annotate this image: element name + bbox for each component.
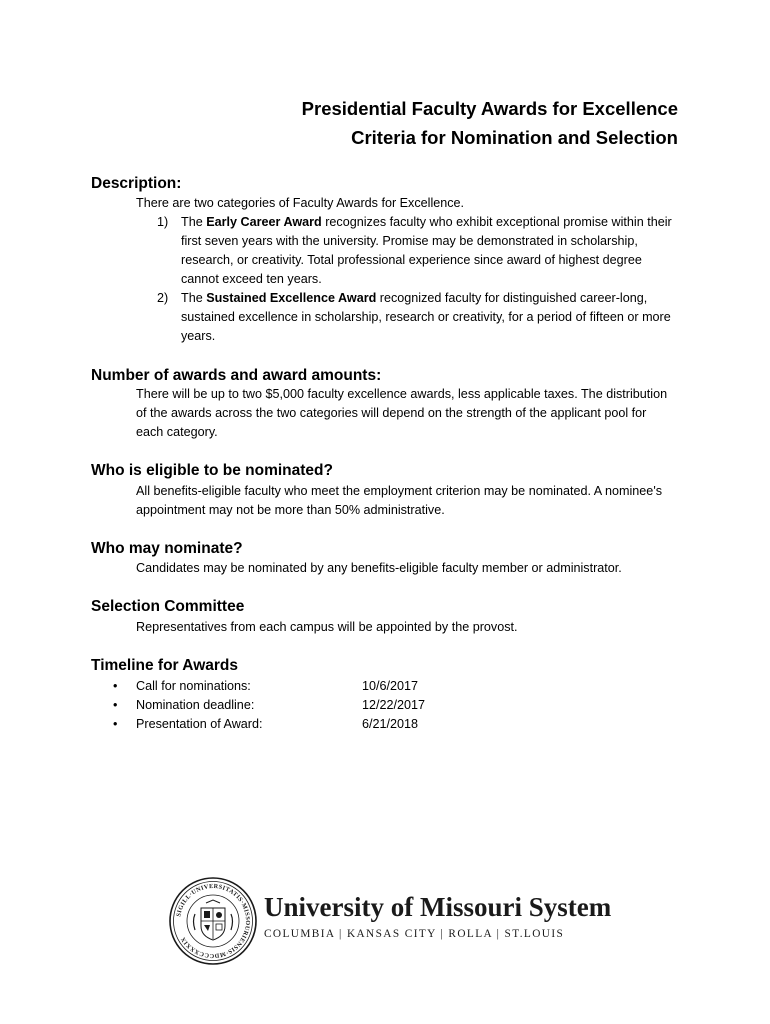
university-seal-icon (168, 876, 258, 966)
award-name-early-career: Early Career Award (206, 215, 322, 229)
item-text-pre: The (181, 215, 207, 229)
timeline-date: 10/6/2017 (362, 679, 419, 693)
item-text-post: recognized faculty for distinguished career-long, sustained excellence in scholarship, research or creativity, for a period of fifteen or more years. (181, 291, 671, 343)
svg-text:SIGILL·UNIVERSITATIS·MISSOURIE: SIGILL·UNIVERSITATIS·MISSOURIENSIS·MDCCCXXXIX (175, 882, 252, 960)
timeline-label: Call for nominations: (136, 679, 251, 693)
description-item-2 (157, 289, 677, 346)
organization-name: University of Missouri System (264, 892, 612, 922)
list-item-text (181, 289, 677, 346)
eligible-heading: Who is eligible to be nominated? (91, 462, 333, 479)
bullet-icon: • (113, 717, 118, 731)
timeline-date: 6/21/2018 (362, 717, 419, 731)
item-text-post: recognizes faculty who exhibit exceptional promise within their first seven years with the university. Promise may be demonstrated in scholarship, research, or creativity. Total professional experience since award of highest degree cannot exceed ten years. (181, 215, 672, 286)
campus-list: COLUMBIA | KANSAS CITY | ROLLA | ST.LOUIS (264, 928, 565, 940)
committee-heading: Selection Committee (91, 598, 245, 615)
awards-heading: Number of awards and award amounts: (91, 367, 382, 384)
bullet-icon: • (113, 698, 118, 712)
list-item-text (181, 213, 677, 289)
description-item-1 (157, 213, 677, 289)
page-subtitle: Criteria for Nomination and Selection (351, 127, 678, 148)
university-logo (168, 876, 612, 966)
list-number: 1) (157, 215, 169, 229)
award-name-sustained-excellence: Sustained Excellence Award (206, 291, 377, 305)
nominate-heading: Who may nominate? (91, 540, 243, 557)
description-heading: Description: (91, 175, 182, 192)
timeline-label: Presentation of Award: (136, 717, 263, 731)
timeline-label: Nomination deadline: (136, 698, 255, 712)
nominate-text: Candidates may be nominated by any benefits-eligible faculty member or administrator. (136, 561, 622, 575)
awards-text: There will be up to two $5,000 faculty excellence awards, less applicable taxes. The distribution of the awards across the two categories will depend on the strength of the applicant pool for each category. (136, 387, 668, 439)
eligible-text: All benefits-eligible faculty who meet the employment criterion may be nominated. A nominee's appointment may not be more than 50% administrative. (136, 484, 663, 517)
item-text-pre: The (181, 291, 207, 305)
list-number: 2) (157, 291, 169, 305)
page-title: Presidential Faculty Awards for Excellence (301, 98, 678, 119)
timeline-heading: Timeline for Awards (91, 657, 239, 674)
timeline-date: 12/22/2017 (362, 698, 426, 712)
committee-text: Representatives from each campus will be appointed by the provost. (136, 620, 518, 634)
description-intro: There are two categories of Faculty Awards for Excellence. (136, 196, 465, 210)
bullet-icon: • (113, 679, 118, 693)
